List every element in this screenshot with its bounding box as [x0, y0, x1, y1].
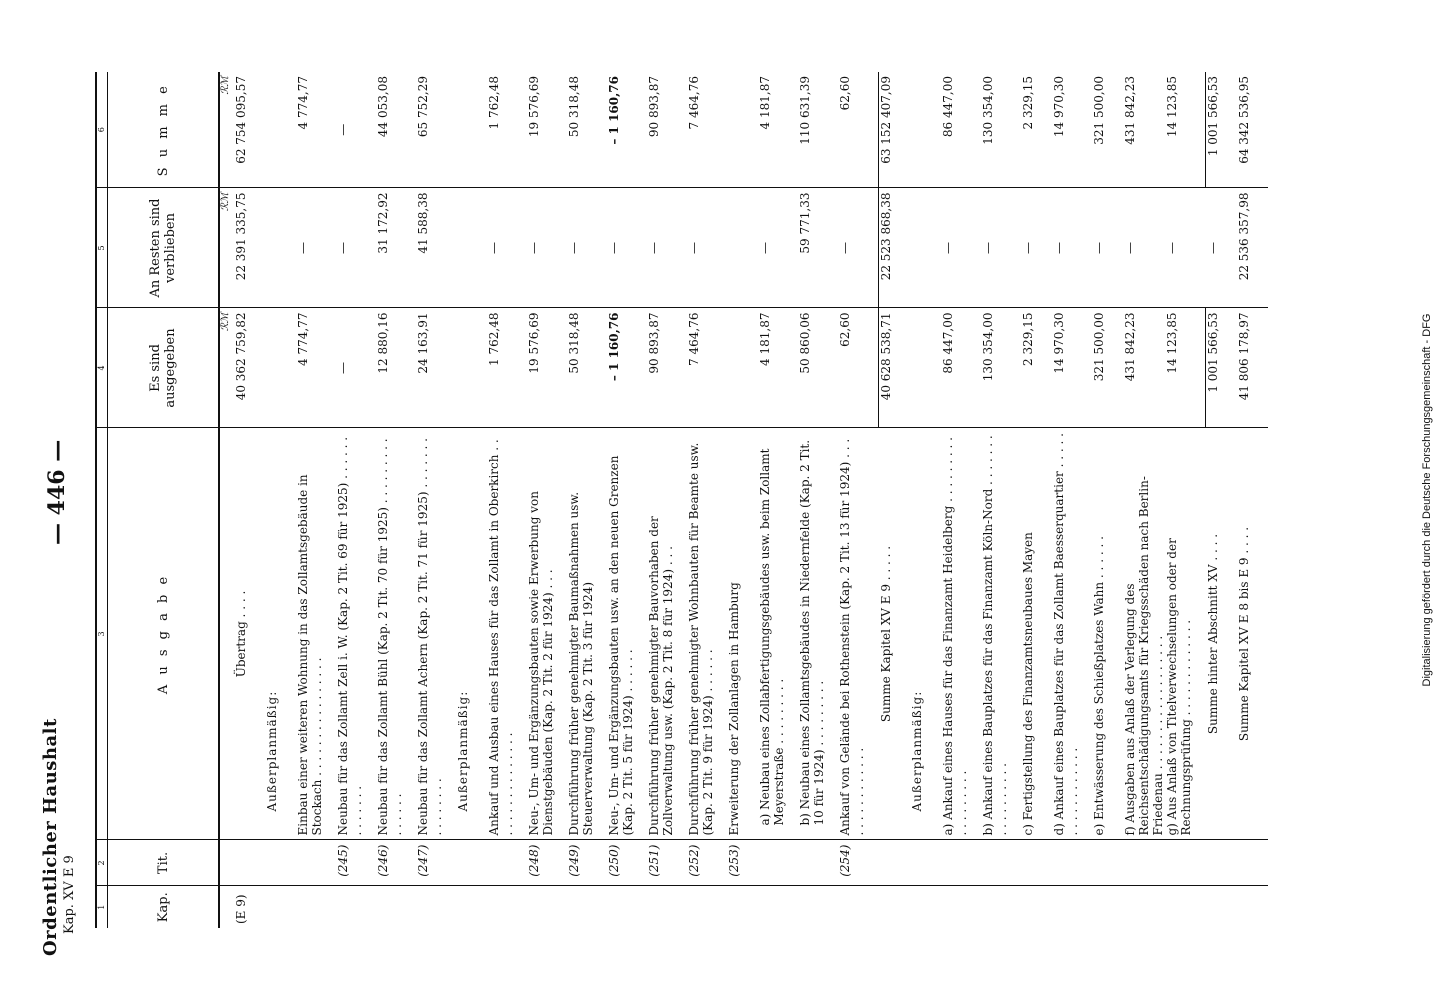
- cell-description: Erweiterung der Zollanlagen in Hamburg: [727, 428, 758, 840]
- cell-reste: [265, 188, 296, 308]
- table-row: [647, 72, 687, 928]
- cell-tit: [1021, 840, 1052, 886]
- cell-reste: —: [1165, 188, 1206, 308]
- table-row: [981, 72, 1021, 928]
- cell-tit: [981, 840, 1021, 886]
- cell-tit: [941, 840, 981, 886]
- cell-description: d) Ankauf eines Bauplatzes für das Zollamt Baesserquartier . . . . . . . . . . . . . . . . .: [1052, 428, 1092, 840]
- cell-kap: [336, 886, 376, 928]
- cell-kap: [1052, 886, 1092, 928]
- cell-ausgegeben: 86 447,00: [941, 308, 981, 428]
- cell-description: a) Neubau eines Zollabfertigungsgebäudes usw. beim Zollamt Meyerstraße . . . . . . . . .: [758, 428, 798, 840]
- dfg-credit: Digitalisierung gefördert durch die Deutsche Forschungsgemeinschaft - DFG: [1421, 313, 1433, 687]
- cell-kap: [1123, 886, 1165, 928]
- cell-tit: (249): [567, 840, 607, 886]
- table-row: [1052, 72, 1092, 928]
- cell-description: Ankauf und Ausbau eines Hauses für das Zollamt in Oberkirch . . . . . . . . . . . . . . . .: [487, 428, 527, 840]
- cell-description: Durchführung früher genehmigter Bauvorhaben der Zollverwaltung usw. (Kap. 2 Tit. 8 für 1924) . . .: [647, 428, 687, 840]
- table-row: [838, 72, 879, 928]
- cell-ausgegeben: 12 880,16: [376, 308, 416, 428]
- cell-reste: —: [687, 188, 727, 308]
- header-chapter: Kap. XV E 9: [62, 855, 77, 934]
- cell-summe: 44 053,08: [376, 72, 416, 188]
- colnum-6: 6: [96, 72, 108, 188]
- colnum-1: 1: [96, 886, 108, 928]
- cell-ausgegeben: 62,60: [838, 308, 879, 428]
- cell-kap: [647, 886, 687, 928]
- unit-rm-4: ℛℳ: [219, 308, 234, 428]
- cell-kap: [727, 886, 758, 928]
- table-row: [456, 72, 487, 928]
- cell-description: Außerplanmäßig:: [265, 428, 296, 840]
- unit-rm-6: ℛℳ: [219, 72, 234, 188]
- cell-kap: [758, 886, 798, 928]
- cell-ausgegeben: 4 774,77: [296, 308, 336, 428]
- cell-description: Neu-, Um- und Ergänzungsbauten usw. an den neuen Grenzen (Kap. 2 Tit. 5 für 1924) . . . . . .: [607, 428, 647, 840]
- cell-ausgegeben: 50 318,48: [567, 308, 607, 428]
- table-row: [687, 72, 727, 928]
- cell-tit: [234, 840, 265, 886]
- cell-description: Einbau einer weiteren Wohnung in das Zollamtsgebäude in Stockach . . . . . . . . . . . . . . . .: [296, 428, 336, 840]
- cell-summe: 50 318,48: [567, 72, 607, 188]
- cell-summe: 62 754 095,57: [234, 72, 265, 188]
- table-row: [567, 72, 607, 928]
- cell-kap: [838, 886, 879, 928]
- cell-description: Neubau für das Zollamt Zell i. W. (Kap. 2 Tit. 69 für 1925) . . . . . . . . . . . . .: [336, 428, 376, 840]
- cell-summe: 63 152 407,09: [879, 72, 911, 188]
- cell-ausgegeben: 321 500,00: [1092, 308, 1123, 428]
- cell-summe: 14 970,30: [1052, 72, 1092, 188]
- table-row: [265, 72, 296, 928]
- cell-summe: 19 576,69: [527, 72, 567, 188]
- cell-summe: 65 752,29: [416, 72, 456, 188]
- cell-summe: 1 001 566,53: [1206, 72, 1238, 188]
- cell-tit: (247): [416, 840, 456, 886]
- cell-kap: [527, 886, 567, 928]
- cell-tit: [1165, 840, 1206, 886]
- cell-reste: —: [296, 188, 336, 308]
- header-reste: An Resten sind verblieben: [108, 188, 220, 308]
- table-row: [296, 72, 336, 928]
- cell-ausgegeben: 41 806 178,97: [1237, 308, 1268, 428]
- cell-tit: [456, 840, 487, 886]
- cell-tit: [1092, 840, 1123, 886]
- header-ausgegeben: Es sind ausgegeben: [108, 308, 220, 428]
- expenditure-table: [95, 72, 1268, 928]
- cell-reste: 31 172,92: [376, 188, 416, 308]
- cell-kap: [265, 886, 296, 928]
- cell-reste: —: [838, 188, 879, 308]
- page-number: — 446 —: [44, 439, 70, 545]
- header-kap: Kap.: [108, 886, 220, 928]
- cell-tit: (253): [727, 840, 758, 886]
- cell-reste: —: [758, 188, 798, 308]
- table-row: [416, 72, 456, 928]
- cell-kap: [456, 886, 487, 928]
- cell-kap: [798, 886, 838, 928]
- cell-description: c) Fertigstellung des Finanzamtsneubaues Mayen: [1021, 428, 1052, 840]
- table-row: [798, 72, 838, 928]
- cell-reste: —: [1206, 188, 1238, 308]
- cell-description: e) Entwässerung des Schießplatzes Wahn . . . . . .: [1092, 428, 1123, 840]
- cell-tit: (251): [647, 840, 687, 886]
- cell-tit: [1123, 840, 1165, 886]
- header-tit: Tit.: [108, 840, 220, 886]
- cell-reste: [910, 188, 941, 308]
- cell-description: g) Aus Anlaß von Titelverwechselungen oder der Rechnungsprüfung . . . . . . . . . . . . .: [1165, 428, 1206, 840]
- table-row: [1021, 72, 1052, 928]
- cell-kap: [1165, 886, 1206, 928]
- cell-reste: —: [1021, 188, 1052, 308]
- cell-tit: (254): [838, 840, 879, 886]
- cell-kap: [687, 886, 727, 928]
- cell-description: Ankauf von Gelände bei Rothenstein (Kap. 2 Tit. 13 für 1924) . . . . . . . . . . . . . . .: [838, 428, 879, 840]
- cell-summe: 64 342 536,95: [1237, 72, 1268, 188]
- table-row: [376, 72, 416, 928]
- cell-reste: 41 588,38: [416, 188, 456, 308]
- cell-tit: (250): [607, 840, 647, 886]
- cell-reste: —: [336, 188, 376, 308]
- cell-kap: [607, 886, 647, 928]
- table-row: [1123, 72, 1165, 928]
- table-row: [1237, 72, 1268, 928]
- table-row: [910, 72, 941, 928]
- cell-tit: [487, 840, 527, 886]
- cell-summe: 62,60: [838, 72, 879, 188]
- cell-tit: [798, 840, 838, 886]
- cell-description: Übertrag . . . .: [234, 428, 265, 840]
- cell-ausgegeben: [265, 308, 296, 428]
- cell-description: Summe Kapitel XV E 9 . . . . .: [879, 428, 911, 840]
- cell-tit: (248): [527, 840, 567, 886]
- cell-reste: —: [1052, 188, 1092, 308]
- cell-ausgegeben: 14 123,85: [1165, 308, 1206, 428]
- cell-kap: [910, 886, 941, 928]
- table-row: [527, 72, 567, 928]
- cell-reste: 22 391 335,75: [234, 188, 265, 308]
- cell-kap: [1021, 886, 1052, 928]
- cell-reste: 22 536 357,98: [1237, 188, 1268, 308]
- cell-kap: [1237, 886, 1268, 928]
- cell-ausgegeben: 24 163,91: [416, 308, 456, 428]
- header-ausgabe: A u s g a b e: [108, 428, 220, 840]
- cell-ausgegeben: 14 970,30: [1052, 308, 1092, 428]
- cell-ausgegeben: 40 628 538,71: [879, 308, 911, 428]
- cell-kap: [376, 886, 416, 928]
- cell-kap: [941, 886, 981, 928]
- cell-summe: 1 762,48: [487, 72, 527, 188]
- cell-summe: 431 842,23: [1123, 72, 1165, 188]
- table-row: [758, 72, 798, 928]
- cell-ausgegeben: 2 329,15: [1021, 308, 1052, 428]
- cell-description: a) Ankauf eines Hauses für das Finanzamt Heidelberg . . . . . . . . . . . . . . . . . .: [941, 428, 981, 840]
- cell-reste: —: [607, 188, 647, 308]
- cell-tit: (252): [687, 840, 727, 886]
- cell-reste: —: [487, 188, 527, 308]
- cell-summe: 4 181,87: [758, 72, 798, 188]
- cell-summe: 2 329,15: [1021, 72, 1052, 188]
- cell-ausgegeben: 50 860,06: [798, 308, 838, 428]
- cell-tit: [265, 840, 296, 886]
- cell-description: Neu-, Um- und Ergänzungsbauten sowie Erwerbung von Dienstgebäuden (Kap. 2 Tit. 2 für 1924) . . .: [527, 428, 567, 840]
- cell-kap: [296, 886, 336, 928]
- table-row: [1165, 72, 1206, 928]
- cell-reste: —: [1123, 188, 1165, 308]
- cell-kap: [981, 886, 1021, 928]
- cell-ausgegeben: 1 762,48: [487, 308, 527, 428]
- colnum-2: 2: [96, 840, 108, 886]
- cell-reste: [727, 188, 758, 308]
- cell-summe: – 1 160,76: [607, 72, 647, 188]
- cell-tit: [910, 840, 941, 886]
- cell-tit: (246): [376, 840, 416, 886]
- cell-description: b) Ankauf eines Bauplatzes für das Finanzamt Köln-Nord . . . . . . . . . . . . . . . . .: [981, 428, 1021, 840]
- cell-kap: [567, 886, 607, 928]
- cell-kap: (E 9): [234, 894, 248, 924]
- cell-reste: —: [647, 188, 687, 308]
- cell-tit: [1052, 840, 1092, 886]
- cell-description: f) Ausgaben aus Anlaß der Verlegung des Reichsentschädigungsamts für Kriegsschäden nach Berlin-Friedenau . . . . . . . . . . . . . . . . . .: [1123, 428, 1165, 840]
- cell-ausgegeben: 431 842,23: [1123, 308, 1165, 428]
- cell-description: Neubau für das Zollamt Bühl (Kap. 2 Tit. 70 für 1925) . . . . . . . . . . . . . . .: [376, 428, 416, 840]
- cell-description: Neubau für das Zollamt Achern (Kap. 2 Tit. 71 für 1925) . . . . . . . . . . . . . . .: [416, 428, 456, 840]
- cell-summe: 7 464,76: [687, 72, 727, 188]
- cell-ausgegeben: [456, 308, 487, 428]
- cell-reste: —: [527, 188, 567, 308]
- cell-ausgegeben: [910, 308, 941, 428]
- table-row: [607, 72, 647, 928]
- table-row: [487, 72, 527, 928]
- cell-kap: [1092, 886, 1123, 928]
- cell-description: Durchführung früher genehmigter Baumaßnahmen usw. Steuerverwaltung (Kap. 2 Tit. 3 für 1924): [567, 428, 607, 840]
- cell-description: Durchführung früher genehmigter Wohnbauten für Beamte usw. (Kap. 2 Tit. 9 für 1924) . . . . . .: [687, 428, 727, 840]
- cell-tit: [1206, 840, 1238, 886]
- cell-kap: [487, 886, 527, 928]
- header-title: Ordentlicher Haushalt: [40, 718, 61, 956]
- cell-tit: (245): [336, 840, 376, 886]
- cell-summe: —: [336, 72, 376, 188]
- cell-kap: [416, 886, 456, 928]
- cell-ausgegeben: 1 001 566,53: [1206, 308, 1238, 428]
- table-row: [879, 72, 911, 928]
- cell-tit: [758, 840, 798, 886]
- cell-ausgegeben: 19 576,69: [527, 308, 567, 428]
- cell-summe: 321 500,00: [1092, 72, 1123, 188]
- cell-description: Summe Kapitel XV E 8 bis E 9 . . . .: [1237, 428, 1268, 840]
- cell-reste: 22 523 868,38: [879, 188, 911, 308]
- cell-reste: [456, 188, 487, 308]
- cell-summe: [910, 72, 941, 188]
- cell-description: b) Neubau eines Zollamtsgebäudes in Niedernfelde (Kap. 2 Tit. 10 für 1924) . . . . . . . . .: [798, 428, 838, 840]
- cell-tit: [879, 840, 911, 886]
- cell-kap: [879, 886, 911, 928]
- cell-ausgegeben: 90 893,87: [647, 308, 687, 428]
- cell-ausgegeben: – 1 160,76: [607, 308, 647, 428]
- cell-summe: 130 354,00: [981, 72, 1021, 188]
- table-row: [1092, 72, 1123, 928]
- cell-summe: [727, 72, 758, 188]
- colnum-5: 5: [96, 188, 108, 308]
- table-row: [336, 72, 376, 928]
- cell-ausgegeben: 40 362 759,82: [234, 308, 265, 428]
- cell-kap: [1206, 886, 1238, 928]
- cell-ausgegeben: —: [336, 308, 376, 428]
- colnum-4: 4: [96, 308, 108, 428]
- cell-summe: 90 893,87: [647, 72, 687, 188]
- cell-summe: 14 123,85: [1165, 72, 1206, 188]
- cell-tit: [1237, 840, 1268, 886]
- table-row: [234, 72, 265, 928]
- cell-summe: 4 774,77: [296, 72, 336, 188]
- cell-ausgegeben: 130 354,00: [981, 308, 1021, 428]
- cell-reste: —: [941, 188, 981, 308]
- cell-ausgegeben: [727, 308, 758, 428]
- cell-tit: [296, 840, 336, 886]
- cell-reste: —: [567, 188, 607, 308]
- cell-summe: 86 447,00: [941, 72, 981, 188]
- cell-description: Außerplanmäßig:: [910, 428, 941, 840]
- unit-rm-5: ℛℳ: [219, 188, 234, 308]
- header-summe: S u m m e: [108, 72, 220, 188]
- table-row: [727, 72, 758, 928]
- cell-ausgegeben: 7 464,76: [687, 308, 727, 428]
- cell-description: Summe hinter Abschnitt XV . . . .: [1206, 428, 1238, 840]
- cell-summe: [456, 72, 487, 188]
- cell-ausgegeben: 4 181,87: [758, 308, 798, 428]
- table-row: [1206, 72, 1238, 928]
- cell-reste: —: [1092, 188, 1123, 308]
- cell-summe: 110 631,39: [798, 72, 838, 188]
- colnum-3: 3: [96, 428, 108, 840]
- table-row: [941, 72, 981, 928]
- cell-reste: —: [981, 188, 1021, 308]
- cell-description: Außerplanmäßig:: [456, 428, 487, 840]
- cell-reste: 59 771,33: [798, 188, 838, 308]
- cell-summe: [265, 72, 296, 188]
